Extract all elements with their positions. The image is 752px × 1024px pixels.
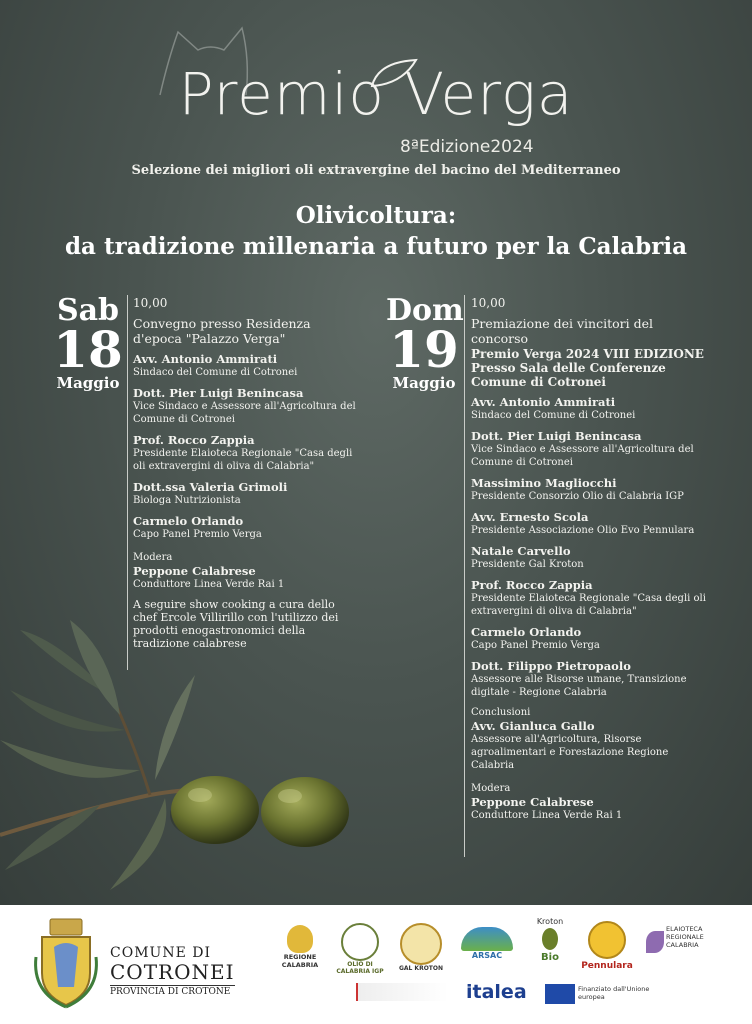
conclusions-name: Avv. Gianluca Gallo [471,719,595,733]
olio-calabria-logo [330,923,390,975]
speaker-name: Avv. Antonio Ammirati [133,352,278,366]
speaker-item [471,578,711,618]
pennulara-label: Pennulara [581,961,633,971]
kroton-bio-logo [526,917,574,963]
speaker-role: Vice Sindaco e Assessore all'Agricoltura del Comune di Cotronei [471,444,694,468]
footer-logos [0,905,752,1024]
intro-day2: Premiazione dei vincitori del concorso [471,316,653,346]
arsac-wave-icon [461,927,513,951]
closing-note-day1: A seguire show cooking a cura dello chef Ercole Villirillo con l'utilizzo dei prodotti enogastronomici della tradizione calabrese [133,598,339,650]
comune-line1: COMUNE DI [110,945,211,961]
regione-calabria-logo [278,925,322,969]
speaker-name: Dott. Filippo Pietropaolo [471,659,631,673]
pennulara-emblem-icon [588,921,626,959]
moderator-role-day2: Conduttore Linea Verde Rai 1 [471,810,623,821]
speaker-role: Vice Sindaco e Assessore all'Agricoltura del Comune di Cotronei [133,401,356,425]
kroton-olive-icon [542,928,558,950]
elaioteca-leaf-icon [646,931,664,953]
headline-line-1: Olivicoltura: [295,202,457,229]
gal-kroton-emblem-icon [400,923,442,965]
speaker-item [471,544,711,571]
speaker-role: Biologa Nutrizionista [133,495,241,506]
month-day2: Maggio [392,374,456,392]
speaker-item [133,433,358,473]
time-day2: 10,00 [471,296,506,310]
daynum-day2: 19 [389,320,459,379]
speaker-name: Natale Carvello [471,544,571,558]
moderator-role-day1: Conduttore Linea Verde Rai 1 [133,579,285,590]
moderator-name-day2: Peppone Calabrese [471,795,594,809]
speaker-list-day2 [471,395,711,699]
weekday-day1: Sab [56,293,120,328]
speaker-name: Prof. Rocco Zappia [471,578,593,592]
olio-label: OLIO DI CALABRIA IGP [336,961,384,975]
program-day1 [133,296,358,650]
elaioteca-logo [644,925,720,949]
brand-title: Premio Verga [178,60,574,128]
bio-label: Bio [541,952,559,963]
speaker-name: Carmelo Orlando [471,625,582,639]
regione-emblem-icon [287,925,313,953]
moderator-label-day2: Modera [471,783,511,794]
intro-bold-day2: Premio Verga 2024 VIII EDIZIONE Presso Sala delle Conferenze Comune di Cotronei [471,347,704,389]
speaker-item [471,395,711,422]
edition-label: 8ªEdizione2024 [400,137,534,157]
speaker-item [133,352,358,379]
comune-crest-icon [30,917,102,1009]
speaker-item [133,514,358,541]
date-day2 [386,293,464,392]
elaioteca-label: ELAIOTECA REGIONALE CALABRIA [666,925,704,949]
speaker-role: Capo Panel Premio Verga [133,529,262,540]
speaker-name: Avv. Ernesto Scola [471,510,589,524]
divider-day1 [127,295,128,670]
weekday-day2: Dom [386,293,464,328]
date-day1 [50,293,126,392]
speaker-item [471,476,711,503]
speaker-item [471,510,711,537]
intro-day1: Convegno presso Residenza d'epoca "Palazzo Verga" [133,316,311,346]
speaker-item [471,659,711,699]
subtitle: Selezione dei migliori oli extravergine del bacino del Mediterraneo [131,163,621,178]
conclusions-label: Conclusioni [471,707,531,718]
speaker-role: Presidente Elaioteca Regionale "Casa degli oli extravergini di oliva di Calabria" [133,448,353,472]
speaker-name: Dott.ssa Valeria Grimoli [133,480,288,494]
moderator-name-day1: Peppone Calabrese [133,564,256,578]
divider-day2 [464,295,465,857]
conclusions-role: Assessore all'Agricoltura, Risorse agroalimentari e Forestazione Regione Calabria [471,734,669,771]
eu-flag-icon [545,984,575,1004]
speaker-item [133,386,358,426]
speaker-role: Presidente Consorzio Olio di Calabria IGP [471,491,684,502]
comune-line3: PROVINCIA DI CROTONE [110,985,235,997]
daynum-day1: 18 [53,320,123,379]
pennulara-logo [580,921,634,971]
eu-funding-label: Finanziato dall'Unione europea [578,985,650,1001]
ministry-logo [356,983,448,1001]
headline-line-2: da tradizione millenaria a futuro per la Calabria [64,233,688,260]
speaker-role: Presidente Gal Kroton [471,559,584,570]
speaker-role: Presidente Associazione Olio Evo Pennulara [471,525,695,536]
speaker-role: Assessore alle Risorse umane, Transizione digitale - Regione Calabria [471,674,687,698]
speaker-role: Sindaco del Comune di Cotronei [133,367,298,378]
speaker-name: Dott. Pier Luigi Benincasa [471,429,642,443]
speaker-name: Carmelo Orlando [133,514,244,528]
speaker-name: Prof. Rocco Zappia [133,433,255,447]
speaker-name: Massimino Magliocchi [471,476,617,490]
gal-label: GAL KROTON [398,965,444,972]
headline [0,200,752,262]
arsac-label: ARSAC [471,951,503,960]
speaker-role: Sindaco del Comune di Cotronei [471,410,636,421]
time-day1: 10,00 [133,296,168,310]
olive-leaf-icon [368,56,420,90]
olive-tree-icon [341,923,379,961]
speaker-role: Presidente Elaioteca Regionale "Casa degli oli extravergini di oliva di Calabria" [471,593,706,617]
program-day2 [471,296,711,829]
arsac-logo [452,927,522,960]
speaker-list-day1 [133,352,358,541]
speaker-item [133,480,358,507]
comune-line2: COTRONEI [110,960,235,984]
gal-kroton-logo [398,923,444,972]
month-day1: Maggio [56,374,120,392]
italea-logo: italea [466,981,527,1003]
speaker-name: Dott. Pier Luigi Benincasa [133,386,304,400]
speaker-item [471,625,711,652]
speaker-item [471,429,711,469]
speaker-name: Avv. Antonio Ammirati [471,395,616,409]
comune-block [110,945,235,997]
speaker-role: Capo Panel Premio Verga [471,640,600,651]
olive-branch-illustration [0,620,400,905]
kroton-label: Kroton [536,917,564,926]
regione-label: REGIONE CALABRIA [281,953,319,969]
moderator-label-day1: Modera [133,552,173,563]
